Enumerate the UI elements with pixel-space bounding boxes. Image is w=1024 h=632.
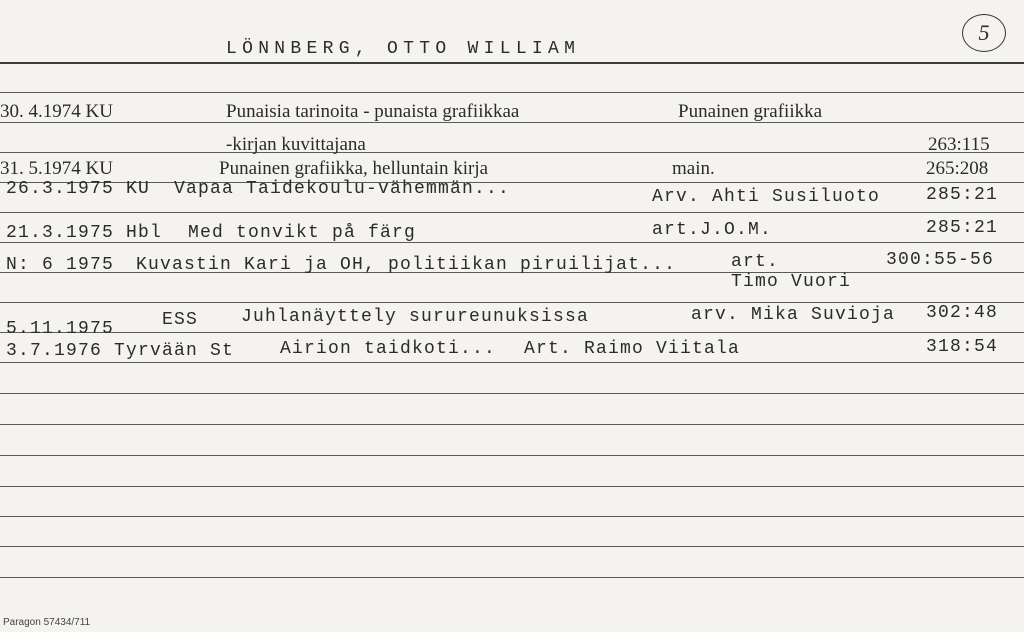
entry-reference: 285:21 (926, 218, 999, 238)
ruled-line (0, 182, 1024, 183)
ruled-line (0, 332, 1024, 333)
entry-note: art.J.O.M. (652, 220, 773, 240)
entry-note: arv. Mika Suvioja (691, 305, 896, 325)
ruled-line (0, 362, 1024, 363)
ruled-line (0, 152, 1024, 153)
entry-date: 31. 5.1974 KU (0, 158, 113, 179)
entry-title: Med tonvikt på färg (188, 223, 417, 243)
ruled-line (0, 122, 1024, 123)
entry-reference: 285:21 (926, 185, 999, 205)
entry-source: ESS (162, 310, 199, 330)
entry-date: 21.3.1975 Hbl (6, 223, 163, 243)
ruled-line (0, 516, 1024, 517)
entry-reference: 302:48 (926, 303, 999, 323)
entry-title: Kuvastin Kari ja OH, politiikan piruilijat... (136, 255, 677, 275)
ruled-line (0, 302, 1024, 303)
header-rule (0, 62, 1024, 64)
card-print-mark: Paragon 57434/711 (3, 617, 91, 628)
entry-note-author: Timo Vuori (731, 272, 852, 292)
ruled-line (0, 455, 1024, 456)
entry-date: 30. 4.1974 KU (0, 101, 113, 122)
entry-note: Arv. Ahti Susiluoto (652, 187, 881, 207)
ruled-line (0, 577, 1024, 578)
ruled-line (0, 393, 1024, 394)
entry-date: 5.11.1975 (6, 319, 115, 339)
entry-date: N: 6 1975 (6, 255, 115, 275)
entry-title: Punaisia tarinoita - punaista grafiikkaa (226, 101, 520, 122)
ruled-line (0, 424, 1024, 425)
ruled-line (0, 92, 1024, 93)
entry-note: Art. Raimo Viitala (524, 339, 741, 359)
ruled-line (0, 546, 1024, 547)
card-heading: LÖNNBERG, OTTO WILLIAM (226, 39, 581, 59)
entry-title-continued: -kirjan kuvittajana (226, 134, 366, 155)
entry-title: Juhlanäyttely surureunuksissa (241, 307, 590, 327)
entry-title: Vapaa Taidekoulu-vähemmän... (174, 179, 511, 199)
entry-reference: 318:54 (926, 337, 999, 357)
entry-reference: 263:115 (928, 134, 990, 155)
ruled-line (0, 486, 1024, 487)
entry-reference: 265:208 (926, 158, 989, 179)
entry-note: Punainen grafiikka (678, 101, 823, 122)
ruled-line (0, 212, 1024, 213)
entry-reference: 300:55-56 (886, 250, 995, 270)
entry-note: main. (672, 158, 715, 179)
entry-date: 26.3.1975 KU (6, 179, 151, 199)
entry-note: art. (731, 252, 780, 272)
entry-title: Airion taidkoti... (280, 339, 497, 359)
card-number: 5 (978, 20, 990, 45)
entry-date: 3.7.1976 Tyrvään St (6, 341, 235, 361)
card-number-badge (962, 14, 1006, 52)
entry-title: Punainen grafiikka, helluntain kirja (219, 158, 489, 179)
